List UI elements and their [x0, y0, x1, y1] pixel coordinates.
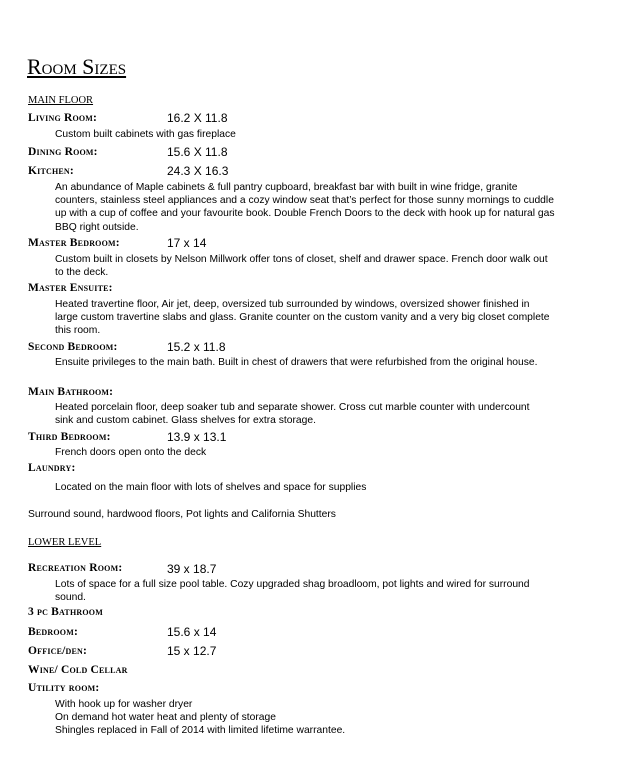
second-bedroom-label: Second Bedroom: — [28, 341, 118, 353]
lower-level-heading: LOWER LEVEL — [28, 537, 102, 548]
recreation-room-size: 39 x 18.7 — [167, 562, 217, 576]
three-pc-bathroom-label: 3 pc Bathroom — [28, 606, 103, 618]
kitchen-size: 24.3 X 16.3 — [167, 164, 229, 178]
main-bathroom-label: Main Bathroom: — [28, 386, 114, 398]
living-room-size: 16.2 X 11.8 — [167, 111, 228, 125]
bedroom-label: Bedroom: — [28, 626, 78, 638]
laundry-desc: Located on the main floor with lots of shelves and space for supplies — [55, 482, 367, 493]
living-room-label: Living Room: — [28, 112, 98, 124]
laundry-label: Laundry: — [28, 462, 76, 474]
third-bedroom-desc: French doors open onto the deck — [55, 447, 207, 458]
master-bedroom-size: 17 x 14 — [167, 236, 207, 250]
utility-room-line-1: With hook up for washer dryer — [55, 699, 193, 710]
utility-room-line-2: On demand hot water heat and plenty of storage — [55, 712, 276, 723]
third-bedroom-label: Third Bedroom: — [28, 431, 111, 443]
utility-room-line-3: Shingles replaced in Fall of 2014 with limited lifetime warrantee. — [55, 725, 346, 736]
master-ensuite-desc: Heated travertine floor, Air jet, deep, oversized tub surrounded by windows, oversized shower finished in large custom travertine slabs and glass. Granite counter on the custom vanity and a very big closet complete this room. — [55, 299, 550, 337]
second-bedroom-desc: Ensuite privileges to the main bath. Built in chest of drawers that were refurbished from the original house. — [55, 357, 538, 368]
kitchen-label: Kitchen: — [28, 165, 74, 177]
master-bedroom-label: Master Bedroom: — [28, 237, 120, 249]
bedroom-size: 15.6 x 14 — [167, 625, 217, 639]
main-floor-note: Surround sound, hardwood floors, Pot lights and California Shutters — [28, 509, 336, 520]
page-title: Room Sizes — [27, 54, 127, 79]
main-floor-heading: MAIN FLOOR — [28, 95, 94, 106]
master-bedroom-desc: Custom built in closets by Nelson Millwork offer tons of closet, shelf and drawer space. French door walk out to the deck. — [55, 254, 548, 279]
living-room-desc: Custom built cabinets with gas fireplace — [55, 129, 236, 140]
recreation-room-desc: Lots of space for a full size pool table. Cozy upgraded shag broadloom, pot lights and wired for surround sound. — [55, 579, 530, 604]
recreation-room-label: Recreation Room: — [28, 562, 123, 574]
kitchen-desc: An abundance of Maple cabinets & full pantry cupboard, breakfast bar with built in wine fridge, granite counters, stainless steel appliances and a cozy window seat that’s perfect for those sunny mornings to cuddle up with a cup of coffee and your favourite book. Double French Doors to the deck with hook up for natural gas BBQ right outside. — [55, 182, 555, 233]
second-bedroom-size: 15.2 x 11.8 — [167, 340, 226, 354]
office-den-label: Office/den: — [28, 645, 88, 657]
utility-room-label: Utility room: — [28, 682, 100, 694]
main-bathroom-desc: Heated porcelain floor, deep soaker tub and separate shower. Cross cut marble counter with undercount sink and custom cabinet. Glass shelves for extra storage. — [55, 402, 530, 427]
wine-cellar-label: Wine/ Cold Cellar — [28, 664, 128, 676]
dining-room-size: 15.6 X 11.8 — [167, 145, 228, 159]
master-ensuite-label: Master Ensuite: — [28, 282, 113, 294]
third-bedroom-size: 13.9 x 13.1 — [167, 430, 227, 444]
office-den-size: 15 x 12.7 — [167, 644, 217, 658]
dining-room-label: Dining Room: — [28, 146, 98, 158]
